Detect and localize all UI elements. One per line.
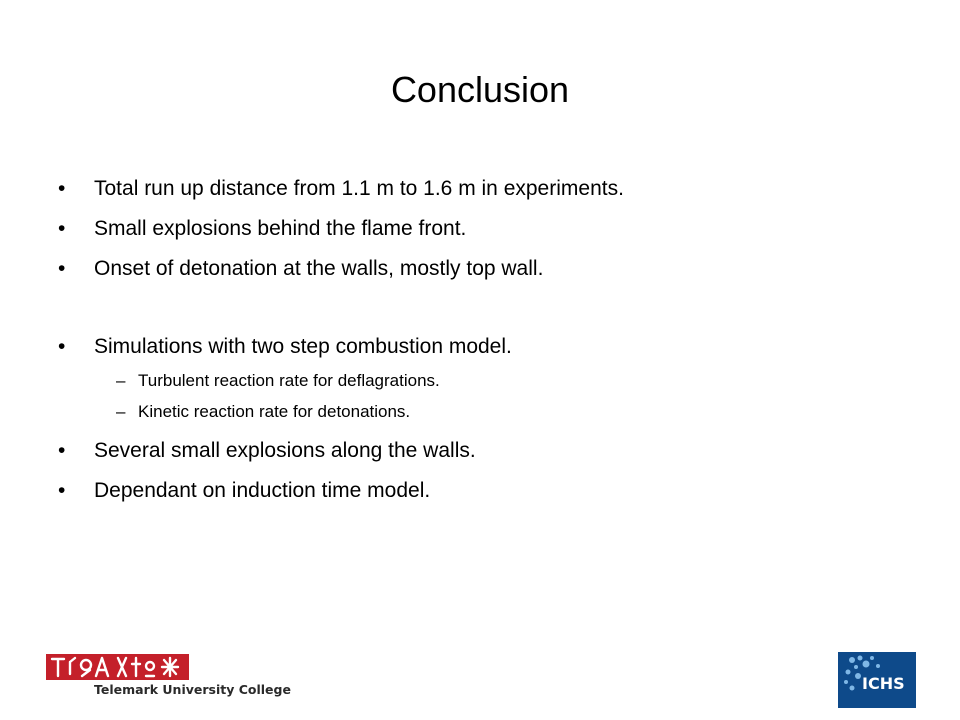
- bullet-marker: •: [58, 439, 66, 462]
- sub-bullet-text: Turbulent reaction rate for deflagrations.: [138, 371, 440, 390]
- bullet-text: Total run up distance from 1.1 m to 1.6 m in experiments.: [94, 177, 624, 200]
- slide-title: Conclusion: [390, 69, 570, 110]
- rune-glyphs-icon: [46, 654, 189, 680]
- bullet-marker: •: [58, 257, 66, 280]
- bullet-text: Dependant on induction time model.: [94, 479, 431, 502]
- bullet-text: Several small explosions along the walls.: [94, 439, 476, 462]
- sub-bullet-marker: –: [116, 402, 126, 421]
- bullet-text: Simulations with two step combustion model.: [94, 335, 512, 358]
- ichs-logo: [838, 652, 916, 708]
- bullet-text: Small explosions behind the flame front.: [94, 217, 467, 240]
- bullet-marker: •: [58, 217, 66, 240]
- tuc-name-text: Telemark University College: [94, 682, 291, 697]
- bullet-text: Onset of detonation at the walls, mostly top wall.: [94, 257, 544, 280]
- tuc-rune-mark: [46, 654, 189, 680]
- telemark-university-college-logo: [46, 654, 291, 700]
- ichs-logo-text: ICHS: [862, 674, 905, 693]
- sub-bullet-text: Kinetic reaction rate for detonations.: [138, 402, 411, 421]
- bullet-marker: •: [58, 335, 66, 358]
- bullet-marker: •: [58, 479, 66, 502]
- bullet-marker: •: [58, 177, 66, 200]
- sub-bullet-marker: –: [116, 371, 126, 390]
